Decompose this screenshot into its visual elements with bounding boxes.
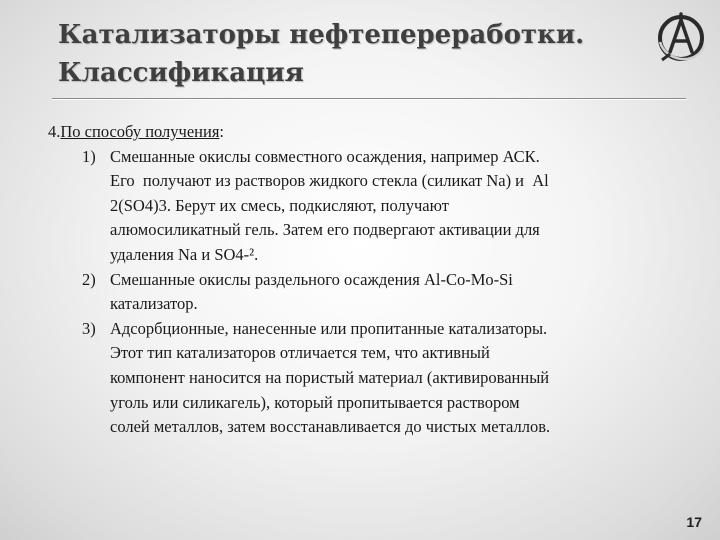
slide-body [48,120,668,440]
list-item [48,317,668,440]
section-suffix: : [219,122,225,141]
list-item-line: уголь или силикагель), который пропитывается раствором [110,392,520,412]
list-item-number: 2) [82,269,96,289]
section-heading: По способу получения [60,122,220,141]
slide-title [58,16,618,92]
list-item-line: Этот тип катализаторов отличается тем, что активный [110,343,490,363]
title-line-1: Катализаторы нефтепереработки. [58,20,585,50]
list-item-line: удаления Na и SO4-². [110,244,259,264]
list-item-line: катализатор. [110,294,198,314]
list-item-line: Адсорбционные, нанесенные или пропитанные катализаторы. [110,318,548,338]
list-item [48,145,668,268]
list-item-line: алюмосиликатный гель. Затем его подвергают активации для [110,220,540,240]
list-item-number: 1) [82,146,96,166]
section-number: 4. [48,122,61,141]
section-label [48,120,668,145]
method-list [48,145,668,440]
title-line-2: Классификация [58,58,304,88]
title-divider [52,98,686,99]
list-item-line: компонент наносится на пористый материал (активированный [110,367,550,387]
list-item-line: Его получают из растворов жидкого стекла (силикат Na) и Al [110,171,549,191]
list-item-line: Смешанные окислы раздельного осаждения Al-Co-Mo-Si [110,269,513,289]
list-item [48,268,668,317]
company-logo-icon [654,8,708,68]
page-number: 17 [686,514,702,530]
list-item-line: 2(SO4)3. Берут их смесь, подкисляют, получают [110,195,449,215]
list-item-line: солей металлов, затем восстанавливается до чистых металлов. [110,417,551,437]
list-item-number: 3) [82,318,96,338]
list-item-line: Смешанные окислы совместного осаждения, например АСК. [110,146,540,166]
